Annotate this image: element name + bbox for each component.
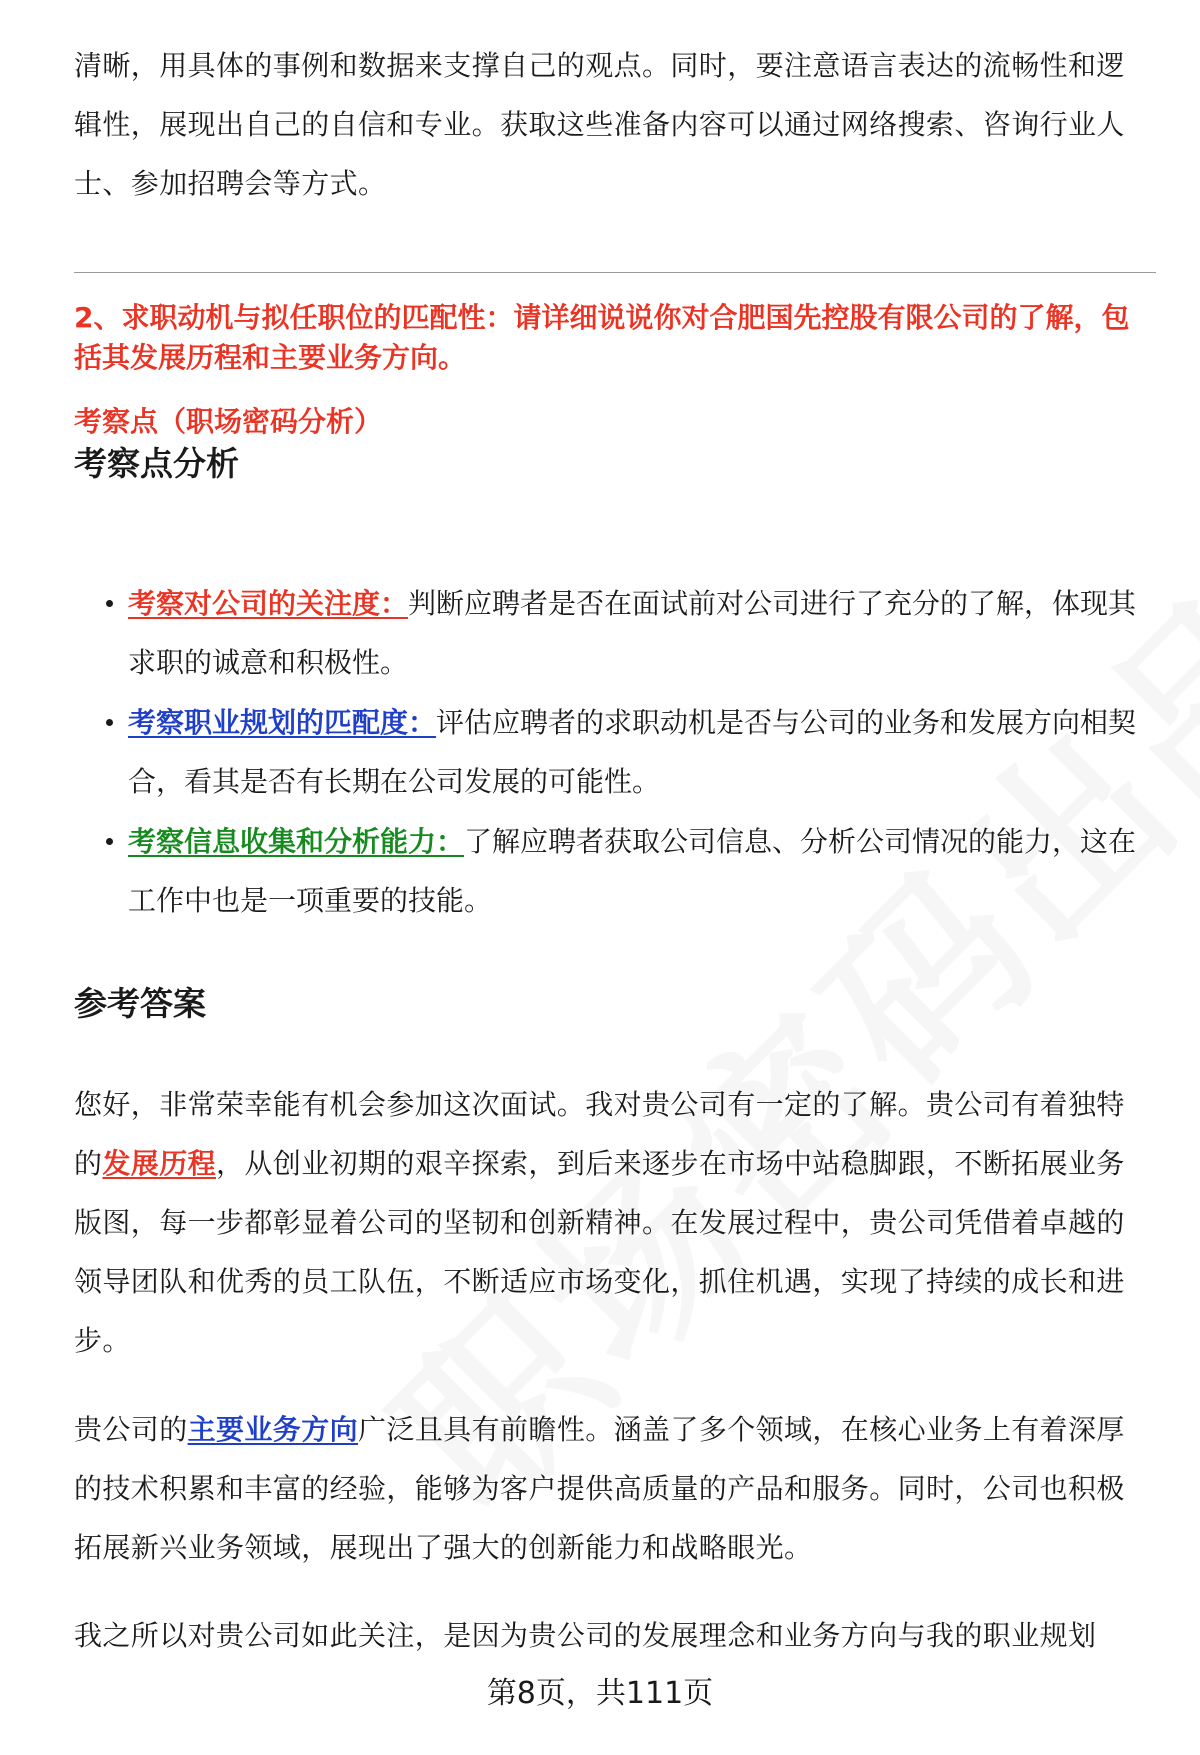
question-heading: 2、求职动机与拟任职位的匹配性：请详细说说你对合肥国先控股有限公司的了解，包括其发展历程和主要业务方向。: [74, 301, 1130, 374]
answer-title: 参考答案: [74, 984, 206, 1023]
answer-text: 贵公司的: [74, 1413, 188, 1446]
answer-keyword: 发展历程: [102, 1147, 217, 1180]
answer-paragraph-2: [74, 1400, 1146, 1577]
answer-keyword: 主要业务方向: [187, 1413, 359, 1446]
point-text: 评估应聘者的求职动机是否与公司的业务和发展方向相契合，看其是否有长期在公司发展的可能性。: [128, 706, 1137, 798]
answer-text: ，从创业初期的艰辛探索，到后来逐步在市场中站稳脚跟，不断拓展业务版图，每一步都彰显着公司的坚韧和创新精神。在发展过程中，贵公司凭借着卓越的领导团队和优秀的员工队伍，不断适应市场变化，抓住机遇，实现了持续的成长和进步。: [74, 1147, 1125, 1357]
point-keyword: 考察信息收集和分析能力：: [128, 825, 465, 858]
intro-paragraph: 清晰，用具体的事例和数据来支撑自己的观点。同时，要注意语言表达的流畅性和逻辑性，展现出自己的自信和专业。获取这些准备内容可以通过网络搜索、咨询行业人士、参加招聘会等方式。: [74, 49, 1125, 200]
analysis-point-3: [74, 812, 1156, 930]
answer-paragraph-1: [74, 1075, 1146, 1370]
analysis-title: 考察点分析: [74, 444, 239, 483]
section-divider: [74, 272, 1156, 273]
page-number: 第8页，共111页: [486, 1676, 714, 1711]
point-text: 判断应聘者是否在面试前对公司进行了充分的了解，体现其求职的诚意和积极性。: [128, 587, 1137, 679]
assessment-subheading: 考察点（职场密码分析）: [74, 405, 383, 438]
analysis-point-2: [74, 693, 1156, 811]
answer-paragraph-3: 我之所以对贵公司如此关注，是因为贵公司的发展理念和业务方向与我的职业规划: [74, 1619, 1097, 1652]
answer-text: 广泛且具有前瞻性。涵盖了多个领域，在核心业务上有着深厚的技术积累和丰富的经验，能够为客户提供高质量的产品和服务。同时，公司也积极拓展新兴业务领域，展现出了强大的创新能力和战略眼光。: [74, 1413, 1125, 1564]
point-keyword: 考察职业规划的匹配度：: [128, 706, 437, 739]
answer-text: 您好，非常荣幸能有机会参加这次面试。我对贵公司有一定的了解。贵公司有着独特的: [74, 1088, 1125, 1180]
analysis-points-list: [74, 574, 1156, 931]
point-text: 了解应聘者获取公司信息、分析公司情况的能力，这在工作中也是一项重要的技能。: [128, 825, 1137, 917]
analysis-point-1: [74, 574, 1156, 692]
point-keyword: 考察对公司的关注度：: [128, 587, 409, 620]
